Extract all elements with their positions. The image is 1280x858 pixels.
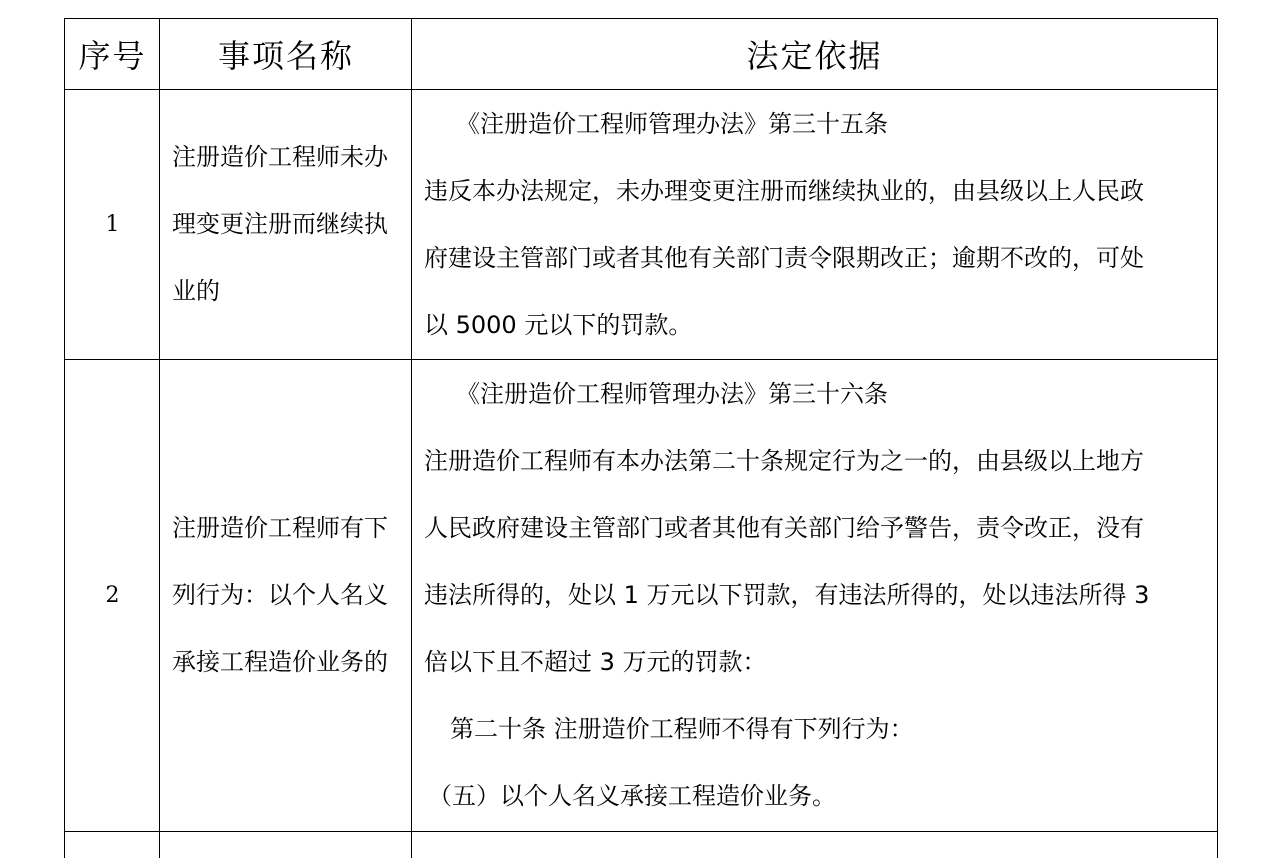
row-1-basis-line: 《注册造价工程师管理办法》第三十五条 <box>456 110 888 138</box>
legal-basis-table <box>64 18 1218 858</box>
row-1-basis-line: 府建设主管部门或者其他有关部门责令限期改正；逾期不改的，可处 <box>424 244 1144 272</box>
row-divider <box>65 831 1217 832</box>
row-2-item-name <box>160 360 412 831</box>
header-name: 事项名称 <box>217 37 354 75</box>
row-2-basis-line: 《注册造价工程师管理办法》第三十六条 <box>456 380 888 408</box>
row-1-basis-line: 违反本办法规定，未办理变更注册而继续执业的，由县级以上人民政 <box>424 177 1144 205</box>
header-basis: 法定依据 <box>746 37 883 75</box>
row-1-basis-line: 以 5000 元以下的罚款。 <box>424 311 693 339</box>
row-2-legal-basis <box>412 360 1217 831</box>
header-index: 序号 <box>78 37 147 75</box>
row-2-basis-line: 注册造价工程师有本办法第二十条规定行为之一的，由县级以上地方 <box>424 447 1144 475</box>
row-2-basis-line: 第二十条 注册造价工程师不得有下列行为： <box>450 715 914 743</box>
row-1-legal-basis <box>412 90 1217 359</box>
row-2-basis-line: 人民政府建设主管部门或者其他有关部门给予警告，责令改正，没有 <box>424 514 1144 542</box>
row-2-basis-line: 违法所得的，处以 1 万元以下罚款，有违法所得的，处以违法所得 3 <box>424 581 1150 609</box>
row-2-basis-line: （五）以个人名义承接工程造价业务。 <box>428 782 836 810</box>
row-1-index: 1 <box>105 212 120 237</box>
row-2-index: 2 <box>105 583 120 608</box>
row-2-basis-line: 倍以下且不超过 3 万元的罚款： <box>424 648 767 676</box>
row-2-item-name-text: 注册造价工程师有下列行为：以个人名义承接工程造价业务的 <box>172 514 388 676</box>
row-1-item-name <box>160 90 412 359</box>
row-1-item-name-text: 注册造价工程师未办理变更注册而继续执业的 <box>172 143 388 305</box>
